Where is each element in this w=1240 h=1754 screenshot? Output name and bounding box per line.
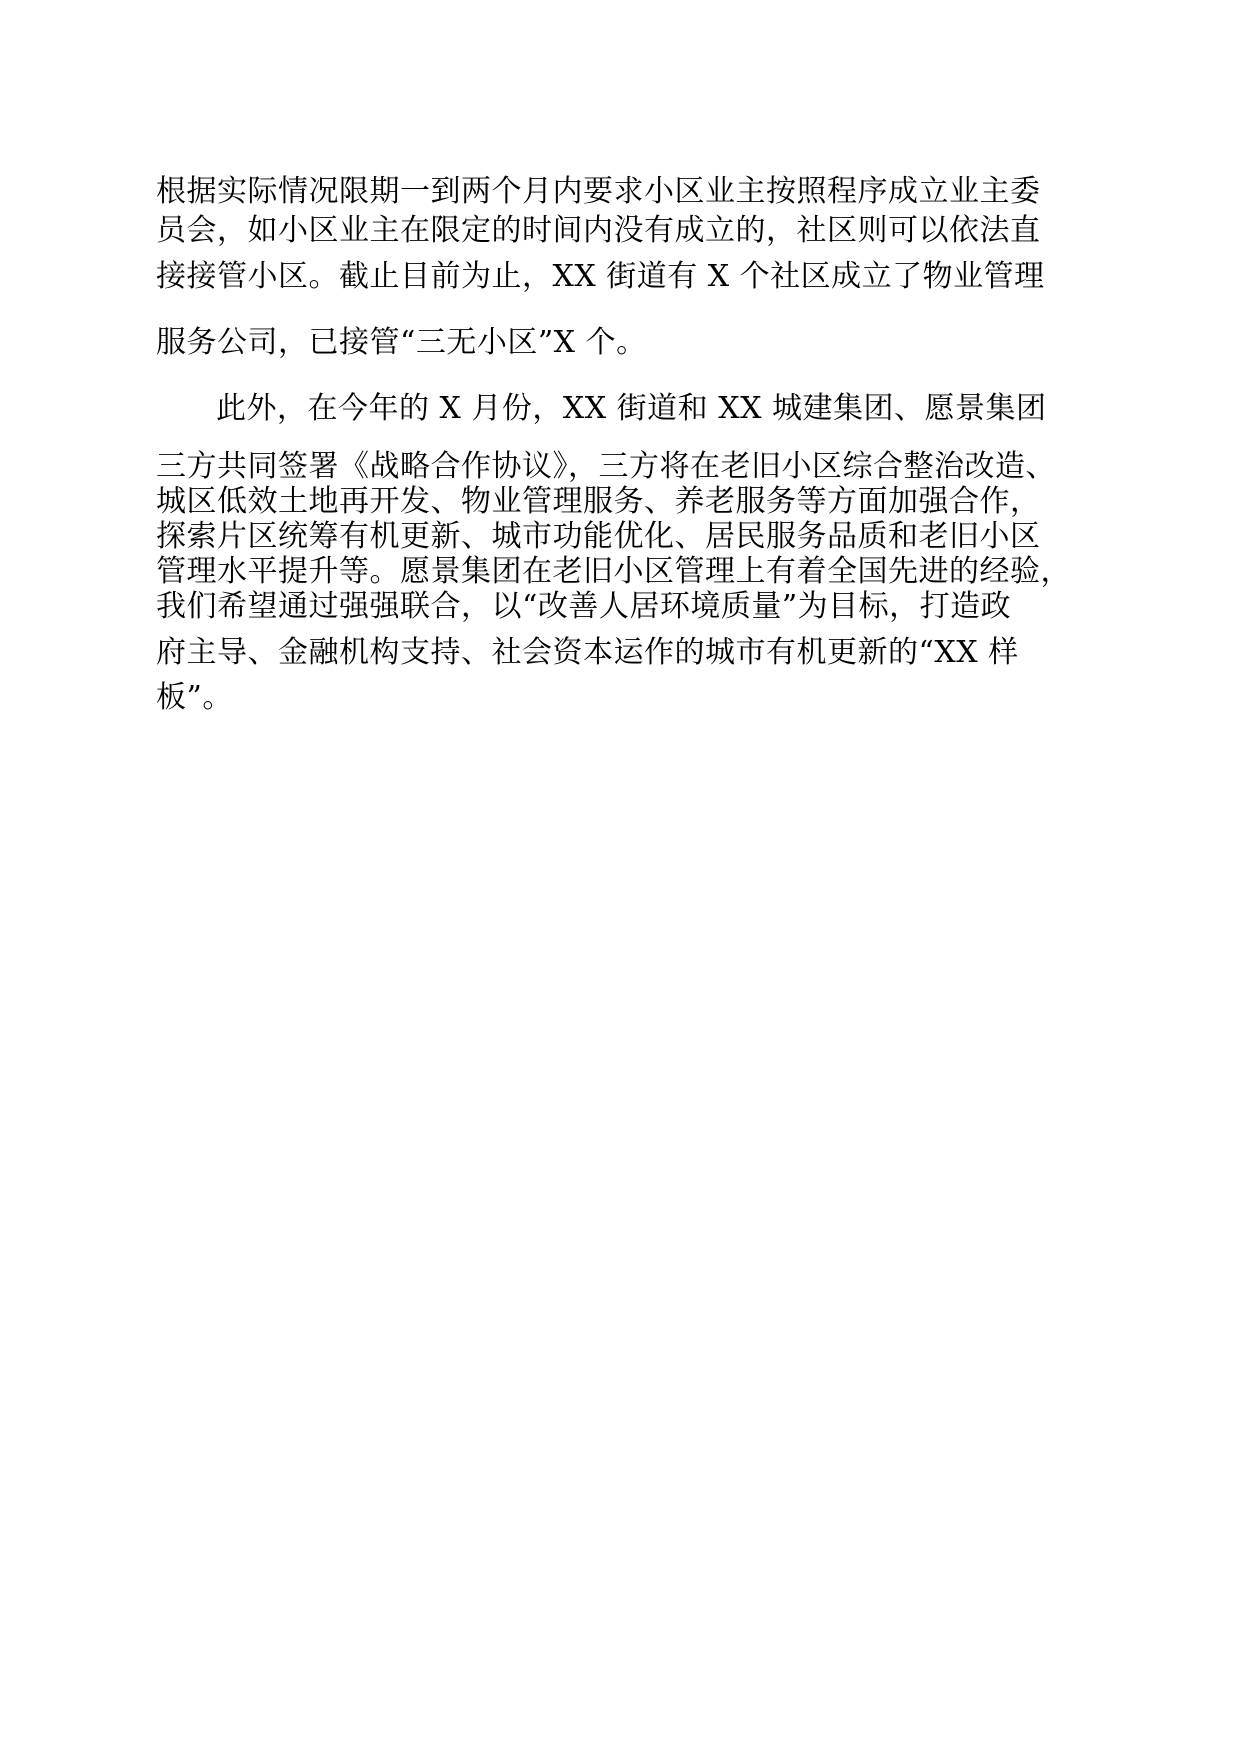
paragraph-1-line-4: 服务公司，已接管“三无小区”X 个。 [156, 325, 647, 360]
paragraph-1-line-2: 员会，如小区业主在限定的时间内没有成立的，社区则可以依法直 [156, 213, 1041, 248]
paragraph-2-line-1: 此外，在今年的 X 月份，XX 街道和 XX 城建集团、愿景集团 [216, 391, 1047, 426]
paragraph-2-line-5: 管理水平提升等。愿景集团在老旧小区管理上有着全国先进的经验， [156, 554, 1071, 589]
paragraph-2-line-8: 板”。 [156, 680, 233, 715]
paragraph-2-line-7: 府主导、金融机构支持、社会资本运作的城市有机更新的“XX 样 [156, 635, 1019, 670]
paragraph-2-line-2: 三方共同签署《战略合作协议》，三方将在老旧小区综合整治改造、 [156, 449, 1056, 484]
paragraph-1-line-1: 根据实际情况限期一到两个月内要求小区业主按照程序成立业主委 [156, 174, 1041, 209]
paragraph-2-line-6: 我们希望通过强强联合，以“改善人居环境质量”为目标，打造政 [156, 589, 1012, 624]
paragraph-1-line-3: 接接管小区。截止目前为止，XX 街道有 X 个社区成立了物业管理 [156, 259, 1045, 294]
paragraph-2-line-3: 城区低效土地再开发、物业管理服务、养老服务等方面加强合作， [156, 484, 1041, 519]
paragraph-2-line-4: 探索片区统筹有机更新、城市功能优化、居民服务品质和老旧小区 [156, 519, 1041, 554]
